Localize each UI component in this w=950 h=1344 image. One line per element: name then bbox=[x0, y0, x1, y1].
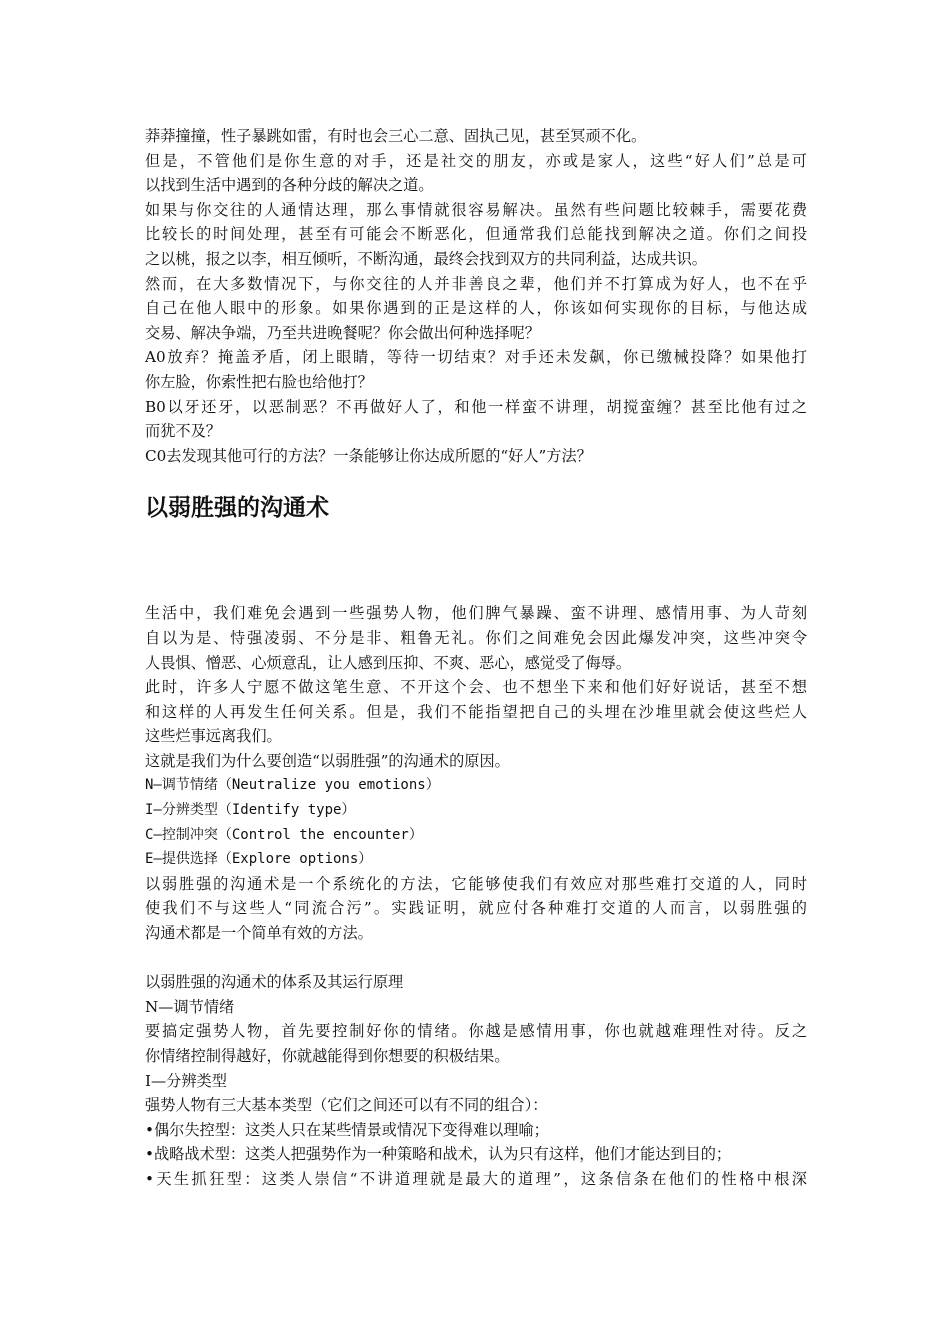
text-line: 生活中，我们难免会遇到一些强势人物，他们脾气暴躁、蛮不讲理、感情用事、为人苛刻 bbox=[145, 604, 807, 623]
text-line: 你左脸，你索性把右脸也给他打？ bbox=[145, 372, 373, 391]
text-line: 人畏惧、憎恶、心烦意乱，让人感到压抑、不爽、恶心，感觉受了侮辱。 bbox=[145, 653, 631, 672]
text-line: 你情绪控制得越好，你就越能得到你想要的积极结果。 bbox=[145, 1047, 510, 1065]
text-line: 而犹不及？ bbox=[145, 422, 221, 441]
text-line: 如果与你交往的人通情达理，那么事情就很容易解决。虽然有些问题比较棘手，需要花费 bbox=[145, 200, 807, 219]
text-line: 但是，不管他们是你生意的对手，还是社交的朋友，亦或是家人，这些“好人们”总是可 bbox=[145, 151, 807, 170]
text-line: N—调节情绪（Neutralize you emotions） bbox=[145, 777, 440, 794]
text-line: I—分辨类型（Identify type） bbox=[145, 802, 356, 819]
text-line: E—提供选择（Explore options） bbox=[145, 851, 373, 868]
text-line: B0以牙还牙，以恶制恶？不再做好人了，和他一样蛮不讲理，胡搅蛮缠？甚至比他有过之 bbox=[145, 397, 807, 416]
text-line: 自己在他人眼中的形象。如果你遇到的正是这样的人，你该如何实现你的目标，与他达成 bbox=[145, 299, 807, 318]
text-line: C0去发现其他可行的方法？一条能够让你达成所愿的“好人”方法？ bbox=[145, 446, 592, 465]
text-line: 沟通术都是一个简单有效的方法。 bbox=[145, 924, 373, 943]
intro-section bbox=[145, 124, 807, 468]
spacer bbox=[145, 523, 807, 601]
text-line: 以找到生活中遇到的各种分歧的解决之道。 bbox=[145, 176, 434, 195]
bullet-item: •战略战术型：这类人把强势作为一种策略和战术，认为只有这样，他们才能达到目的； bbox=[145, 1145, 732, 1164]
text-line: 之以桃，报之以李，相互倾听，不断沟通，最终会找到双方的共同利益，达成共识。 bbox=[145, 249, 707, 268]
bullet-item: •偶尔失控型：这类人只在某些情景或情况下变得难以理喻； bbox=[145, 1120, 549, 1139]
text-line: 交易、解决争端，乃至共进晚餐呢？你会做出何种选择呢？ bbox=[145, 323, 540, 342]
text-line: 然而，在大多数情况下，与你交往的人并非善良之辈，他们并不打算成为好人，也不在乎 bbox=[145, 274, 807, 293]
text-line: 莽莽撞撞，性子暴跳如雷，有时也会三心二意、固执己见，甚至冥顽不化。 bbox=[145, 127, 647, 145]
text-line: 强势人物有三大基本类型（它们之间还可以有不同的组合）： bbox=[145, 1096, 548, 1115]
text-line: 这就是我们为什么要创造“以弱胜强”的沟通术的原因。 bbox=[145, 751, 510, 770]
text-line: 这些烂事远离我们。 bbox=[145, 727, 282, 746]
text-line: 比较长的时间处理，甚至有可能会不断恶化，但通常我们总能找到解决之道。你们之间投 bbox=[145, 225, 807, 244]
text-line: I—分辨类型 bbox=[145, 1071, 227, 1090]
text-line: 此时，许多人宁愿不做这笔生意、不开这个会、也不想坐下来和他们好好说话，甚至不想 bbox=[145, 678, 807, 697]
blank-line bbox=[145, 946, 807, 971]
text-line: 以弱胜强的沟通术是一个系统化的方法，它能够使我们有效应对那些难打交道的人，同时 bbox=[145, 874, 807, 893]
text-line: 和这样的人再发生任何关系。但是，我们不能指望把自己的头埋在沙堆里就会使这些烂人 bbox=[145, 702, 807, 721]
subheading: 以弱胜强的沟通术的体系及其运行原理 bbox=[145, 973, 404, 992]
section-heading: 以弱胜强的沟通术 bbox=[145, 495, 329, 522]
main-section bbox=[145, 601, 807, 1191]
text-line: C—控制冲突（Control the encounter） bbox=[145, 826, 423, 843]
text-line: N—调节情绪 bbox=[145, 997, 235, 1016]
bullet-item: •天生抓狂型：这类人崇信“不讲道理就是最大的道理”，这条信条在他们的性格中根深 bbox=[145, 1169, 807, 1188]
document-page bbox=[145, 124, 807, 1192]
text-line: 使我们不与这些人“同流合污”。实践证明，就应付各种难打交道的人而言，以弱胜强的 bbox=[145, 899, 807, 918]
text-line: 要搞定强势人物，首先要控制好你的情绪。你越是感情用事，你也就越难理性对待。反之 bbox=[145, 1022, 807, 1041]
text-line: A0放弃？掩盖矛盾，闭上眼睛，等待一切结束？对手还未发飙，你已缴械投降？如果他打 bbox=[145, 348, 807, 367]
text-line: 自以为是、恃强凌弱、不分是非、粗鲁无礼。你们之间难免会因此爆发冲突，这些冲突令 bbox=[145, 628, 807, 647]
